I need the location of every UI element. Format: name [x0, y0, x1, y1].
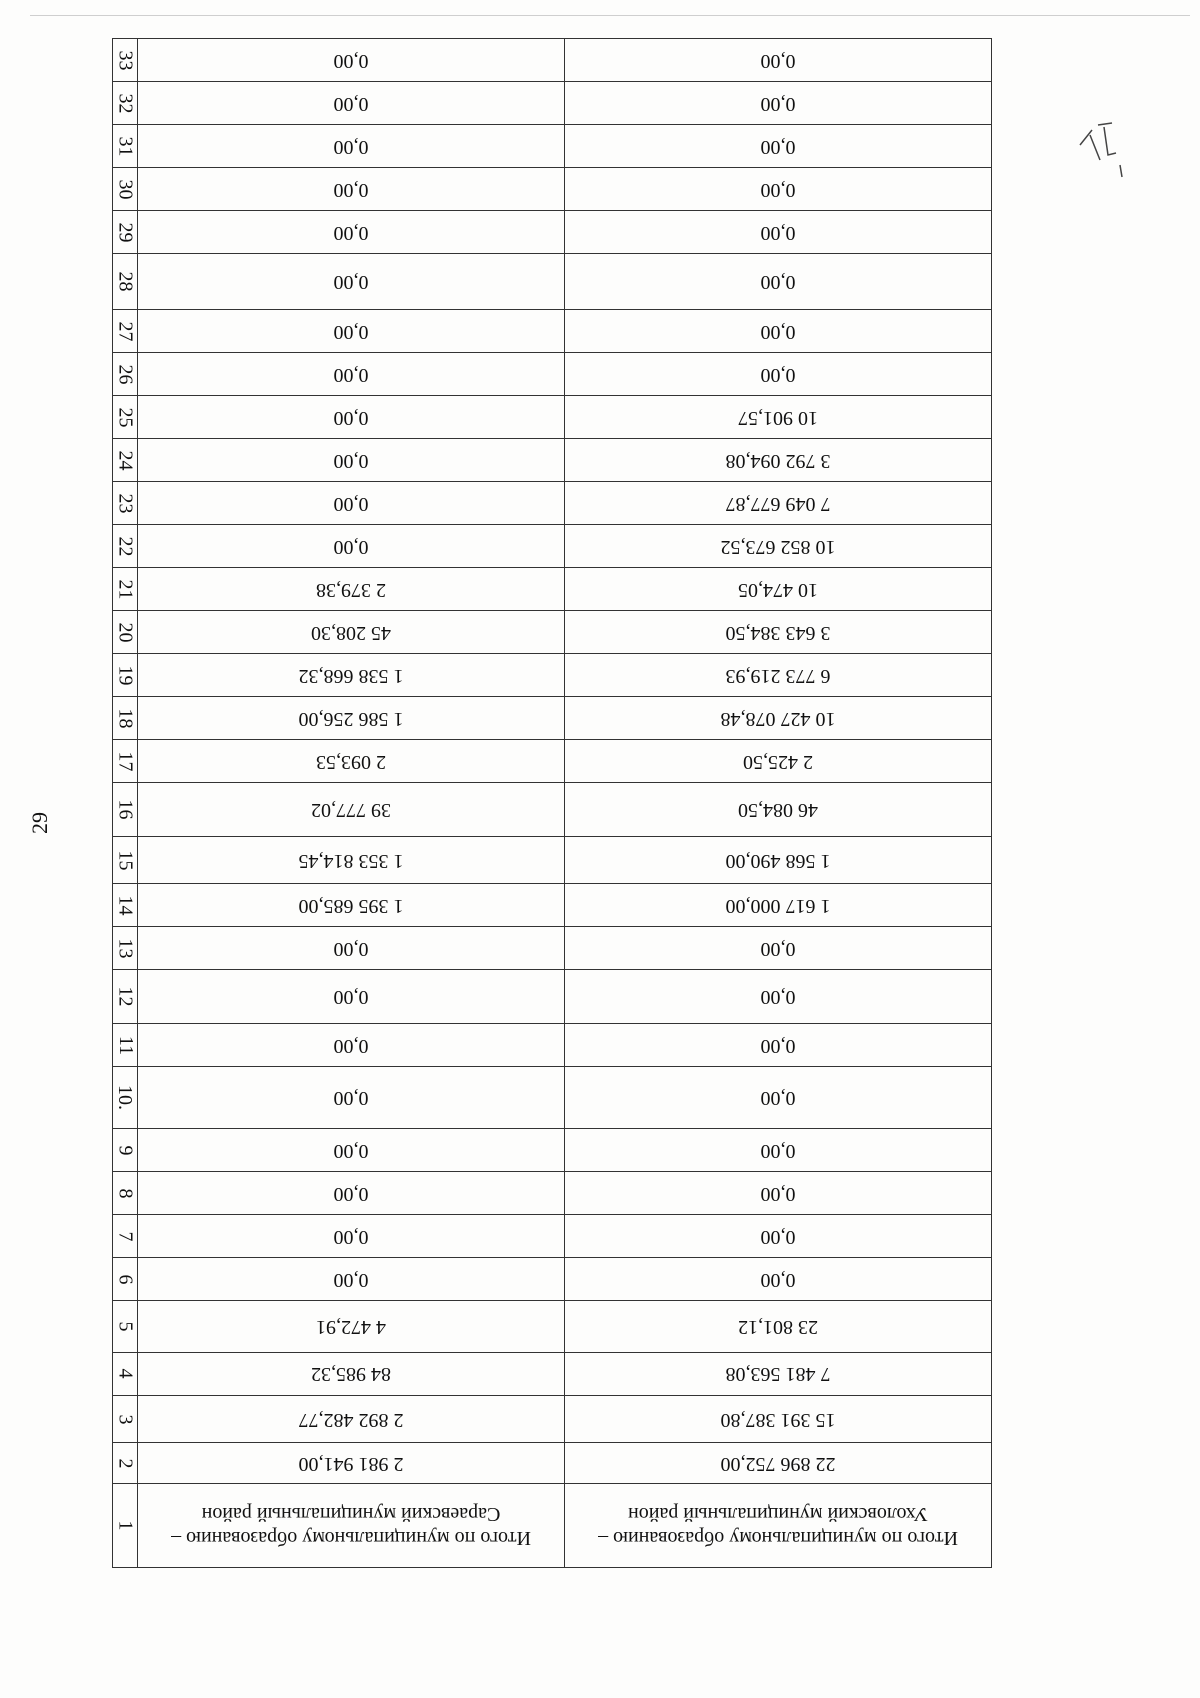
- table-row: [113, 568, 992, 611]
- row-number: [113, 254, 138, 310]
- row-number-label: 18: [114, 708, 137, 729]
- cell-value-left: 0,00: [138, 1129, 565, 1172]
- table-row: [113, 125, 992, 168]
- table-row: [113, 254, 992, 310]
- table-row: [113, 353, 992, 396]
- cell-value-left: 1 395 685,00: [138, 884, 565, 927]
- row-number: [113, 927, 138, 970]
- cell-value-left: 0,00: [138, 254, 565, 310]
- row-number: [113, 611, 138, 654]
- cell-value-left: 0,00: [138, 396, 565, 439]
- table-row: [113, 1443, 992, 1484]
- cell-value-right: 0,00: [565, 211, 992, 254]
- table-row: [113, 697, 992, 740]
- row-number-label: 10.: [114, 1085, 136, 1111]
- table-row: [113, 970, 992, 1024]
- cell-value-left: 4 472,91: [138, 1301, 565, 1353]
- row-number: [113, 836, 138, 883]
- table-row: [113, 1024, 992, 1067]
- page-number: 29: [27, 812, 52, 834]
- cell-value-left: 45 208,30: [138, 611, 565, 654]
- cell-value-left: 39 777,02: [138, 783, 565, 837]
- row-number: [113, 1129, 138, 1172]
- row-number-label: 12: [114, 986, 137, 1007]
- cell-value-right: 0,00: [565, 1129, 992, 1172]
- row-number: [113, 740, 138, 783]
- row-number-label: 26: [114, 364, 137, 385]
- row-number: [113, 1353, 138, 1396]
- row-number-label: 20: [114, 622, 137, 643]
- cell-value-right: 1 568 490,00: [565, 836, 992, 883]
- cell-value-left: 0,00: [138, 211, 565, 254]
- cell-value-left: 0,00: [138, 927, 565, 970]
- table-row: [113, 927, 992, 970]
- row-number-label: 5: [114, 1321, 137, 1332]
- table-row: [113, 1172, 992, 1215]
- cell-value-left: 0,00: [138, 125, 565, 168]
- row-number: [113, 1067, 138, 1129]
- row-number-label: 7: [114, 1231, 137, 1242]
- table-row: [113, 1484, 992, 1568]
- row-number-label: 22: [114, 536, 137, 557]
- row-number: [113, 482, 138, 525]
- cell-value-left: 2 981 941,00: [138, 1443, 565, 1484]
- cell-value-right: 0,00: [565, 310, 992, 353]
- row-number: [113, 1258, 138, 1301]
- cell-value-left: 0,00: [138, 1067, 565, 1129]
- cell-value-left: 0,00: [138, 353, 565, 396]
- cell-value-right: 0,00: [565, 125, 992, 168]
- row-number-label: 4: [114, 1369, 137, 1379]
- row-number-label: 14: [114, 895, 137, 916]
- cell-value-left: 0,00: [138, 82, 565, 125]
- row-number-label: 6: [114, 1274, 137, 1285]
- table-row: [113, 39, 992, 82]
- row-number: [113, 396, 138, 439]
- row-number: [113, 1024, 138, 1067]
- row-number-label: 29: [114, 222, 137, 243]
- cell-value-right: 3 643 384,50: [565, 611, 992, 654]
- row-number: [113, 1172, 138, 1215]
- cell-value-right: 10 852 673,52: [565, 525, 992, 568]
- cell-value-left: 0,00: [138, 1024, 565, 1067]
- row-number: [113, 310, 138, 353]
- row-number: [113, 884, 138, 927]
- row-number: [113, 697, 138, 740]
- table-row: [113, 439, 992, 482]
- row-number-label: 17: [114, 751, 137, 772]
- cell-value-right: 0,00: [565, 168, 992, 211]
- cell-value-right: 7 481 563,08: [565, 1353, 992, 1396]
- cell-value-left: 0,00: [138, 970, 565, 1024]
- table-row: [113, 168, 992, 211]
- cell-value-right: 6 773 219,93: [565, 654, 992, 697]
- row-number: [113, 1484, 138, 1568]
- row-number-label: 9: [114, 1145, 137, 1156]
- table-row: [113, 740, 992, 783]
- table-row: [113, 1129, 992, 1172]
- table-row: [113, 1258, 992, 1301]
- row-number: [113, 211, 138, 254]
- data-table: [112, 38, 992, 1568]
- cell-value-left: 84 985,32: [138, 1353, 565, 1396]
- cell-value-right: 0,00: [565, 1215, 992, 1258]
- row-number: [113, 353, 138, 396]
- row-number-label: 25: [114, 407, 137, 428]
- cell-value-left: 0,00: [138, 310, 565, 353]
- row-number-label: 13: [114, 938, 137, 959]
- table-row: [113, 525, 992, 568]
- cell-value-right: 0,00: [565, 1024, 992, 1067]
- row-number: [113, 1301, 138, 1353]
- row-number-label: 30: [114, 179, 137, 200]
- row-number: [113, 1215, 138, 1258]
- cell-value-left: 2 093,53: [138, 740, 565, 783]
- cell-value-right: 3 792 094,08: [565, 439, 992, 482]
- table-row: [113, 1353, 992, 1396]
- row-number: [113, 82, 138, 125]
- table-row: [113, 1067, 992, 1129]
- cell-value-right: 2 425,50: [565, 740, 992, 783]
- row-number: [113, 1396, 138, 1443]
- row-number: [113, 125, 138, 168]
- cell-value-left: 0,00: [138, 482, 565, 525]
- row-number: [113, 970, 138, 1024]
- row-number-label: 19: [114, 665, 137, 686]
- cell-value-right: 10 901,57: [565, 396, 992, 439]
- row-number-label: 27: [114, 321, 137, 342]
- cell-value-right: 23 801,12: [565, 1301, 992, 1353]
- table-row: [113, 211, 992, 254]
- row-number-label: 11: [114, 1035, 137, 1055]
- cell-value-right: 1 617 000,00: [565, 884, 992, 927]
- row-number: [113, 39, 138, 82]
- row-number-label: 15: [114, 850, 137, 871]
- cell-value-right: 7 049 677,87: [565, 482, 992, 525]
- row-number: [113, 168, 138, 211]
- row-number-label: 21: [114, 579, 137, 600]
- cell-value-left: 0,00: [138, 439, 565, 482]
- row-number-label: 28: [114, 271, 137, 292]
- row-number: [113, 783, 138, 837]
- table-row: [113, 482, 992, 525]
- cell-value-right: 46 084,50: [565, 783, 992, 837]
- cell-value-right: 0,00: [565, 1258, 992, 1301]
- row-number-label: 1: [114, 1520, 137, 1531]
- row-number-label: 2: [114, 1458, 137, 1469]
- row-number-label: 32: [114, 93, 137, 114]
- cell-value-left: 1 538 668,32: [138, 654, 565, 697]
- cell-value-right: 0,00: [565, 1067, 992, 1129]
- cell-value-left: 0,00: [138, 39, 565, 82]
- table-row: [113, 836, 992, 883]
- table-row: [113, 783, 992, 837]
- cell-value-left: 1 586 256,00: [138, 697, 565, 740]
- cell-value-right: 0,00: [565, 82, 992, 125]
- cell-value-left: 0,00: [138, 1215, 565, 1258]
- row-number: [113, 1443, 138, 1484]
- row-number-label: 24: [114, 450, 137, 471]
- row-number-label: 16: [114, 799, 137, 820]
- cell-value-right: 0,00: [565, 39, 992, 82]
- row-number-label: 23: [114, 493, 137, 514]
- row-number: [113, 439, 138, 482]
- table-row: [113, 611, 992, 654]
- cell-value-left: 2 892 482,77: [138, 1396, 565, 1443]
- cell-value-right: 10 427 078,48: [565, 697, 992, 740]
- cell-value-left: 1 353 814,45: [138, 836, 565, 883]
- row-number-label: 31: [114, 136, 137, 157]
- cell-value-right: 10 474,05: [565, 568, 992, 611]
- row-number-label: 8: [114, 1188, 137, 1199]
- cell-value-left: 0,00: [138, 1258, 565, 1301]
- table-row: [113, 1396, 992, 1443]
- table-row: [113, 310, 992, 353]
- cell-value-right: 0,00: [565, 1172, 992, 1215]
- cell-value-left: Итого по муниципальному образованию – Сараевский муниципальный район: [138, 1484, 565, 1568]
- table-row: [113, 1301, 992, 1353]
- table-row: [113, 1215, 992, 1258]
- cell-value-right: 0,00: [565, 927, 992, 970]
- cell-value-right: 22 896 752,00: [565, 1443, 992, 1484]
- cell-value-right: 15 391 387,80: [565, 1396, 992, 1443]
- table-row: [113, 396, 992, 439]
- cell-value-right: Итого по муниципальному образованию – Ухоловский муниципальный район: [565, 1484, 992, 1568]
- cell-value-right: 0,00: [565, 254, 992, 310]
- table-row: [113, 82, 992, 125]
- table-row: [113, 654, 992, 697]
- row-number: [113, 654, 138, 697]
- cell-value-left: 0,00: [138, 168, 565, 211]
- row-number: [113, 568, 138, 611]
- cell-value-left: 0,00: [138, 1172, 565, 1215]
- cell-value-left: 0,00: [138, 525, 565, 568]
- row-number: [113, 525, 138, 568]
- table-row: [113, 884, 992, 927]
- cell-value-right: 0,00: [565, 353, 992, 396]
- cell-value-right: 0,00: [565, 970, 992, 1024]
- cell-value-left: 2 379,38: [138, 568, 565, 611]
- row-number-label: 3: [114, 1414, 137, 1425]
- row-number-label: 33: [114, 50, 137, 71]
